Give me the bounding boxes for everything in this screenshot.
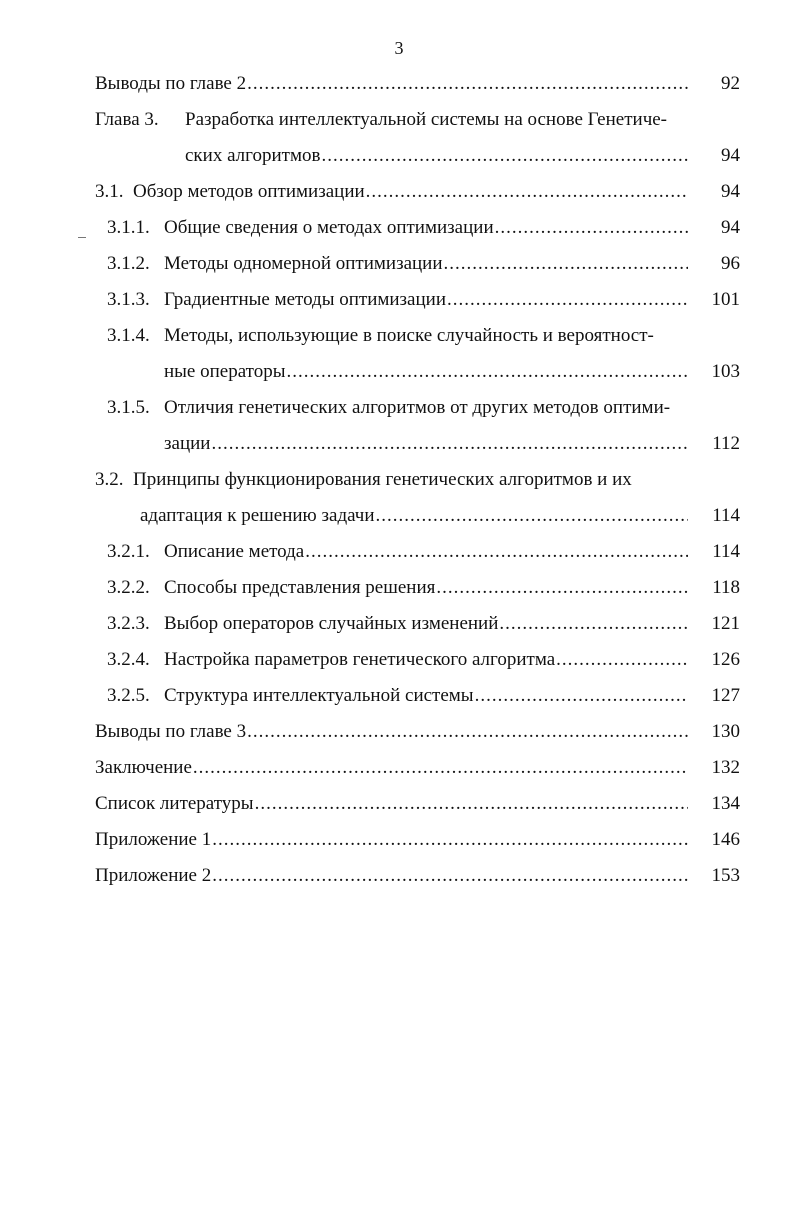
toc-entry-page: 121 [711, 613, 740, 634]
toc-entry-number: 3.1.2. [107, 253, 150, 274]
toc-entry-conclusions-ch2[interactable] [0, 66, 798, 102]
toc-entry-title: Выводы по главе 3 [95, 721, 247, 742]
toc-entry-title: Методы одномерной оптимизации [164, 253, 443, 274]
toc-entry-conclusion[interactable] [0, 750, 798, 786]
toc-entry-3-2-2[interactable] [0, 570, 798, 606]
dot-leader [192, 750, 688, 786]
toc-entry-title: адаптация к решению задачи [140, 505, 375, 526]
toc-entry-title: Приложение 2 [95, 865, 212, 886]
toc-entry-3-2-3[interactable] [0, 606, 798, 642]
toc-entry-page: 101 [711, 289, 740, 310]
dot-leader [254, 786, 688, 822]
toc-entry-title: Описание метода [164, 541, 305, 562]
toc-entry-number: Глава 3. [95, 109, 159, 130]
toc-entry-page: 114 [712, 541, 740, 562]
toc-entry-appendix-2[interactable] [0, 858, 798, 894]
toc-entry-conclusions-ch3[interactable] [0, 714, 798, 750]
toc-entry-number: 3.2.4. [107, 649, 150, 670]
toc-entry-page: 114 [712, 505, 740, 526]
toc-entry-3-1-3[interactable] [0, 282, 798, 318]
dot-leader [474, 678, 688, 714]
dot-leader [375, 498, 688, 534]
toc-entry-title: Градиентные методы оптимизации [164, 289, 446, 310]
toc-entry-page: 92 [721, 73, 740, 94]
toc-entry-chapter-3[interactable] [0, 102, 798, 138]
toc-entry-3-1-5[interactable] [0, 390, 798, 426]
dot-leader [246, 714, 688, 750]
toc-entry-page: 94 [721, 145, 740, 166]
toc-entry-3-1[interactable] [0, 174, 798, 210]
dot-leader [555, 642, 688, 678]
toc-entry-page: 153 [711, 865, 740, 886]
dot-leader [443, 246, 688, 282]
toc-entry-page: 126 [711, 649, 740, 670]
toc-entry-page: 103 [711, 361, 740, 382]
dot-leader [435, 570, 688, 606]
toc-entry-title: Заключение [95, 757, 192, 778]
toc-entry-3-2-cont[interactable] [0, 498, 798, 534]
toc-entry-page: 118 [712, 577, 740, 598]
toc-entry-page: 94 [721, 217, 740, 238]
dot-leader [446, 282, 688, 318]
toc-entry-title: Список литературы [95, 793, 254, 814]
toc-entry-page: 96 [721, 253, 740, 274]
dot-leader [498, 606, 688, 642]
toc-entry-3-2-4[interactable] [0, 642, 798, 678]
toc-entry-title: Настройка параметров генетического алгоритма [164, 649, 556, 670]
toc-entry-title: 3.1. Обзор методов оптимизации [95, 181, 365, 202]
toc-entry-page: 130 [711, 721, 740, 742]
toc-entry-title: Общие сведения о методах оптимизации [164, 217, 494, 238]
toc-entry-title: Выбор операторов случайных изменений [164, 613, 499, 634]
toc-entry-number: 3.1.5. [107, 397, 150, 418]
dot-leader [285, 354, 688, 390]
toc-entry-title: Способы представления решения [164, 577, 436, 598]
toc-entry-title: зации [164, 433, 211, 454]
toc-entry-3-2-5[interactable] [0, 678, 798, 714]
toc-entry-3-1-1[interactable] [0, 210, 798, 246]
toc-entry-title: Разработка интеллектуальной системы на основе Генетиче- [185, 109, 668, 130]
toc-entry-3-2-1[interactable] [0, 534, 798, 570]
toc-entry-title: 3.2. Принципы функционирования генетических алгоритмов и их [95, 469, 632, 490]
toc-entry-number: 3.1.3. [107, 289, 150, 310]
toc-entry-title: ских алгоритмов [185, 145, 321, 166]
toc-entry-title: ные операторы [164, 361, 286, 382]
toc-entry-title: Методы, использующие в поиске случайность и вероятност- [164, 325, 654, 346]
toc-entry-number: 3.2.3. [107, 613, 150, 634]
toc-entry-number: 3.2.1. [107, 541, 150, 562]
dot-leader [211, 858, 688, 894]
toc-entry-3-1-2[interactable] [0, 246, 798, 282]
toc-entry-title: Выводы по главе 2 [95, 73, 247, 94]
toc-entry-page: 146 [711, 829, 740, 850]
dot-leader [365, 174, 688, 210]
toc-entry-3-1-5-cont[interactable] [0, 426, 798, 462]
dot-leader [320, 138, 688, 174]
toc-entry-3-1-4-cont[interactable] [0, 354, 798, 390]
toc-entry-appendix-1[interactable] [0, 822, 798, 858]
toc-entry-references[interactable] [0, 786, 798, 822]
toc-entry-page: 132 [711, 757, 740, 778]
page-number: 3 [394, 38, 404, 58]
toc-entry-number: 3.1.4. [107, 325, 150, 346]
toc-entry-chapter-3-cont[interactable] [0, 138, 798, 174]
dot-leader [246, 66, 688, 102]
toc-entry-title: Приложение 1 [95, 829, 212, 850]
toc-entry-3-1-4[interactable] [0, 318, 798, 354]
toc-entry-number: 3.2.5. [107, 685, 150, 706]
toc-entry-number: 3.2.2. [107, 577, 150, 598]
dot-leader [211, 822, 688, 858]
toc-entry-page: 112 [712, 433, 740, 454]
toc-entry-title: Отличия генетических алгоритмов от других методов оптими- [164, 397, 671, 418]
dot-leader [494, 210, 688, 246]
dot-leader [210, 426, 688, 462]
toc-entry-3-2[interactable] [0, 462, 798, 498]
toc-entry-page: 94 [721, 181, 740, 202]
dot-leader [304, 534, 688, 570]
toc-entry-page: 134 [711, 793, 740, 814]
toc-entry-title: Структура интеллектуальной системы [164, 685, 474, 706]
toc-entry-page: 127 [711, 685, 740, 706]
toc-entry-number: 3.1.1. [107, 217, 150, 238]
